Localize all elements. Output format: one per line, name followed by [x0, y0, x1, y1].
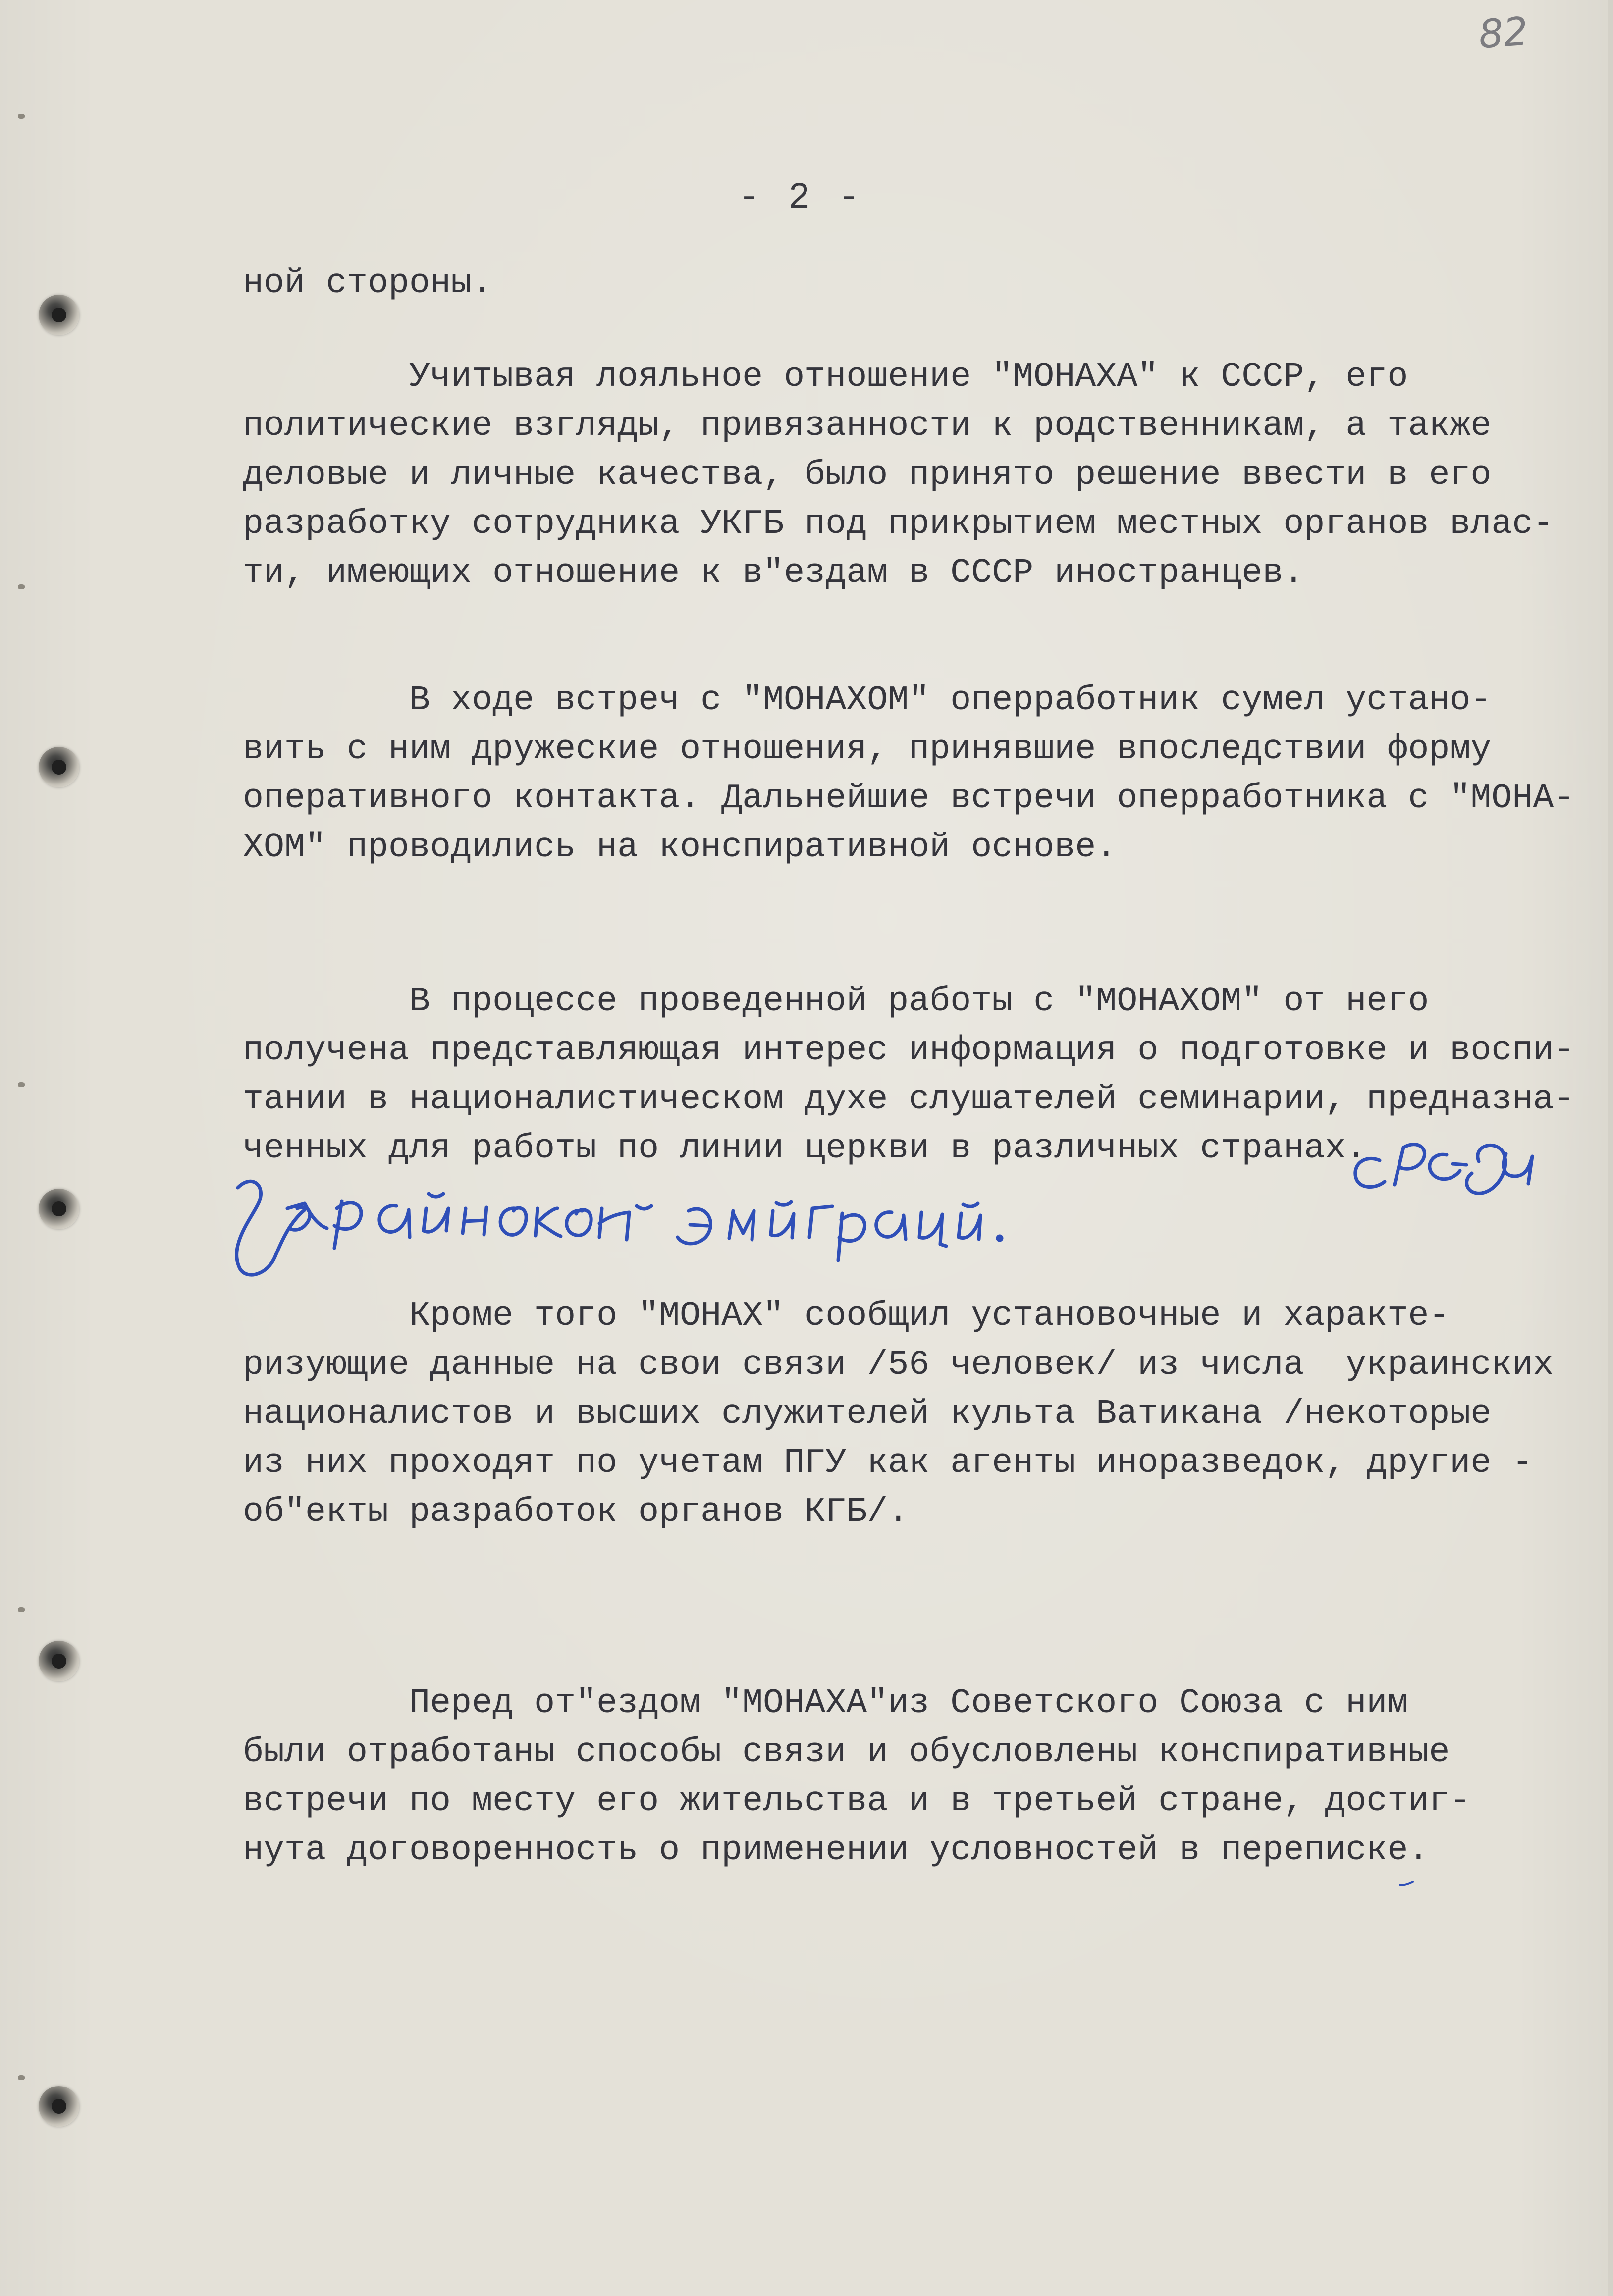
pen-mark	[1399, 1881, 1414, 1887]
paragraph-information: В процессе проведенной работы с "МОНАХОМ" от него получена представляющая интерес информация о подготовке и воспи- тании в националистическом духе слушателей семинарии, предназна- ченных для работы по линии церкви в различных странах.	[243, 982, 1575, 1168]
folio-number: 82	[1477, 9, 1530, 57]
paragraph-continuation: ной стороны.	[243, 264, 493, 303]
paragraph-loyal-attitude: Учитывая лояльное отношение "МОНАХА" к СССР, его политические взгляды, привязанности к родственникам, а также деловые и личные качества, было принято решение ввести в его разработку сотрудника УКГБ под прикрытием местных органов влас- ти, имеющих отношение к в"ездам в СССР иностранцев.	[243, 358, 1554, 593]
page-number: - 2 -	[738, 177, 863, 219]
paragraph-departure: Перед от"ездом "МОНАХА"из Советского Союза с ним были отработаны способы связи и обусловлены конспиративные встречи по месту его жительства и в третьей стране, достиг- нута договоренность о применении условностей в переписке.	[243, 1684, 1471, 1870]
paragraph-meetings: В ходе встреч с "МОНАХОМ" оперработник сумел устано- вить с ним дружеские отношения, принявшие впоследствии форму оперативного контакта. Дальнейшие встречи оперработника с "МОНА- ХОМ" проводились на конспиративной основе.	[243, 681, 1575, 867]
paragraph-contacts: Кроме того "МОНАХ" сообщил установочные и характе- ризующие данные на свои связи /56 человек/ из числа украинских националистов и высших служителей культа Ватикана /некоторые из них проходят по учетам ПГУ как агенты иноразведок, другие - об"екты разработок органов КГБ/.	[243, 1297, 1554, 1532]
